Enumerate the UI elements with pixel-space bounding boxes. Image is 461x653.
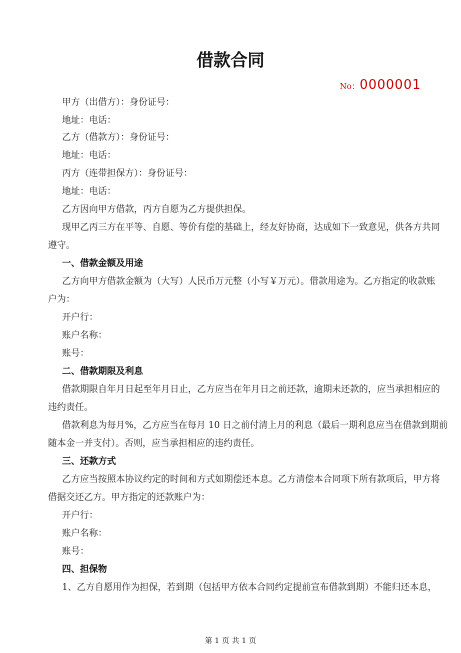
party-b-address-line: 地址：电话： — [62, 151, 117, 161]
party-a-line: 甲方（出借方）：身份证号： — [62, 98, 175, 108]
interest-line: 借款利息为每月%，乙方应当在每月 10 日之前付清上月的利息（最后一期利息应当在借款到期前 — [62, 421, 448, 431]
section-heading-2: 二、借款期限及利息 — [62, 367, 144, 377]
party-a-address-line: 地址：电话： — [62, 116, 117, 126]
document-title: 借款合同 — [196, 51, 265, 71]
contract-number — [340, 74, 421, 93]
guarantee-intro-line: 乙方因向甲方借款，丙方自愿为乙方提供担保。 — [62, 205, 252, 215]
repayment-line-cont: 借据交还乙方。甲方指定的还款账户为： — [48, 493, 211, 503]
section-heading-3: 三、还款方式 — [62, 457, 117, 467]
contract-number-value: 0000001 — [359, 78, 421, 93]
party-c-address-line: 地址：电话： — [62, 187, 117, 197]
agreement-intro-line-cont: 遵守。 — [48, 241, 76, 251]
section-heading-1: 一、借款金额及用途 — [62, 259, 144, 269]
party-b-line: 乙方（借款方）：身份证号： — [62, 133, 175, 143]
agreement-intro-line: 现甲乙丙三方在平等、自愿、等价有偿的基础上，经友好协商，达成如下一致意见，供各方共同 — [62, 223, 441, 233]
account-number-line: 账号： — [62, 349, 90, 359]
loan-amount-line: 乙方向甲方借款金额为（大写）人民币万元整（小写￥万元）。借款用途为。乙方指定的收款账 — [62, 277, 436, 287]
repayment-line: 乙方应当按照本协议约定的时间和方式如期偿还本息。乙方清偿本合同项下所有款项后，甲方将 — [62, 475, 441, 485]
bank-line: 开户行： — [62, 313, 99, 323]
repay-account-number-line: 账号： — [62, 547, 90, 557]
collateral-line: 1、乙方自愿用作为担保，若到期（包括甲方依本合同约定提前宣布借款到期）不能归还本息， — [62, 583, 437, 593]
repay-bank-line: 开户行： — [62, 511, 99, 521]
contract-number-label: No： — [339, 82, 360, 91]
loan-amount-line-cont: 户为： — [48, 295, 76, 305]
loan-term-line: 借款期限自年月日起至年月日止，乙方应当在年月日之前还款，逾期未还款的，应当承担相应的 — [62, 385, 441, 395]
repay-account-name-line: 账户名称： — [62, 529, 108, 539]
interest-line-cont: 随本金一并支付）。否则，应当承担相应的违约责任。 — [48, 439, 260, 449]
account-name-line: 账户名称： — [62, 331, 108, 341]
page-footer: 第 1 页 共 1 页 — [204, 636, 257, 645]
party-c-line: 丙方（连带担保方）：身份证号： — [62, 169, 193, 179]
loan-term-line-cont: 违约责任。 — [48, 403, 94, 413]
section-heading-4: 四、担保物 — [62, 565, 108, 575]
